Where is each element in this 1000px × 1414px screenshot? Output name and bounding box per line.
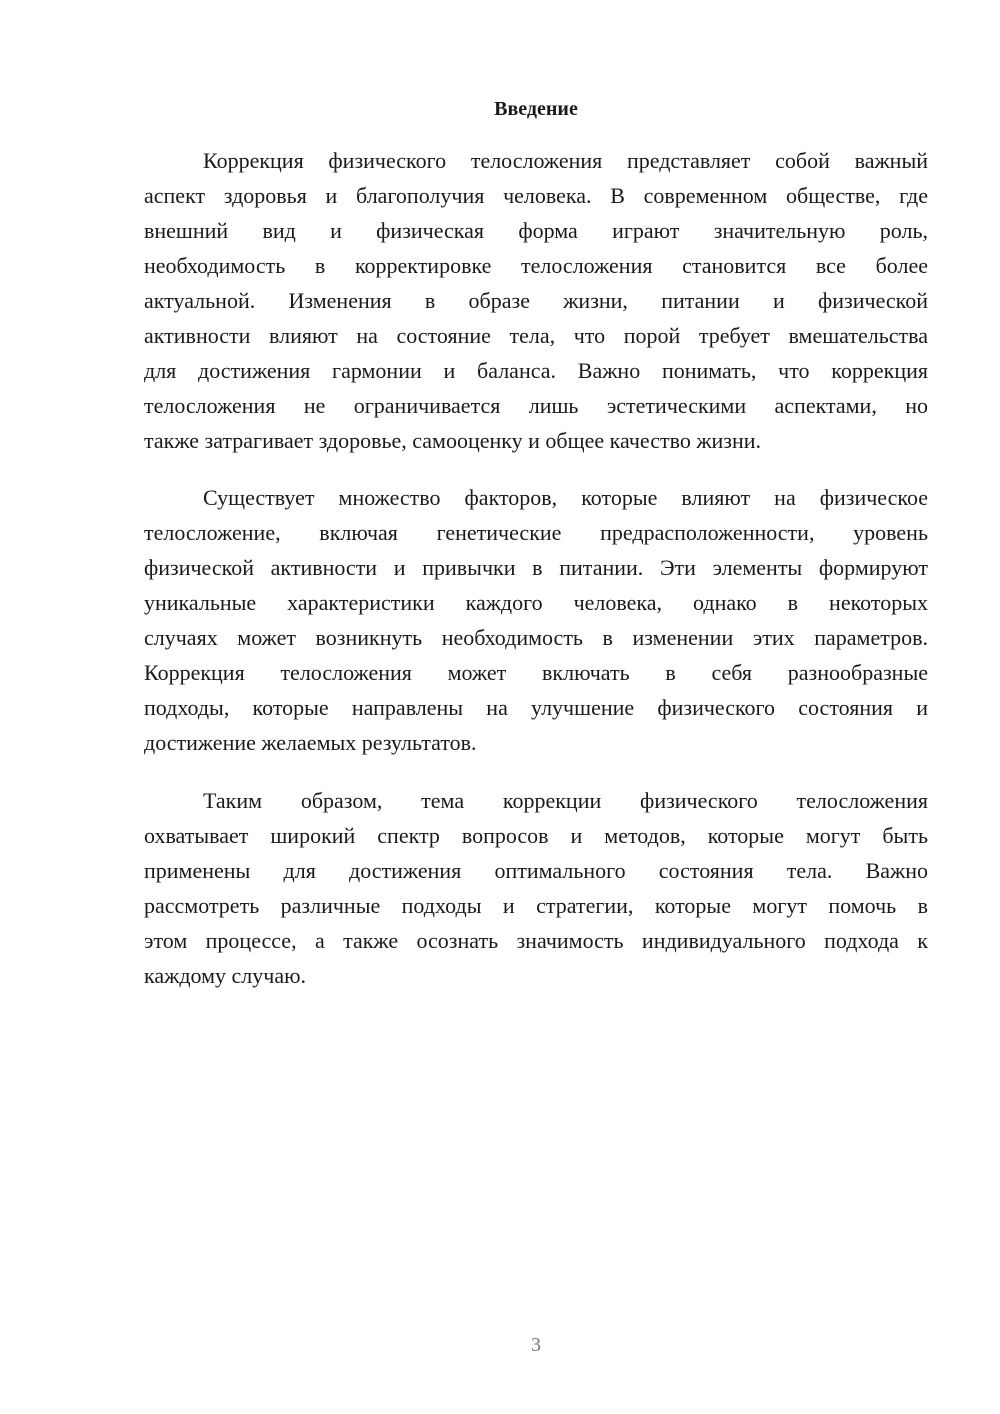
text-line: каждому случаю. <box>144 963 307 988</box>
text-line: достижение желаемых результатов. <box>144 730 477 755</box>
paragraph <box>144 143 928 458</box>
paragraph <box>144 783 928 993</box>
section-heading: Введение <box>494 98 578 120</box>
text-line: физической активности и привычки в питании. Эти элементы формируют <box>144 555 928 580</box>
text-line: этом процессе, а также осознать значимость индивидуального подхода к <box>144 928 928 953</box>
text-line: подходы, которые направлены на улучшение физического состояния и <box>144 695 928 720</box>
text-line: телосложения не ограничивается лишь эстетическими аспектами, но <box>144 393 928 418</box>
text-line: случаях может возникнуть необходимость в изменении этих параметров. <box>144 625 928 650</box>
text-line: применены для достижения оптимального состояния тела. Важно <box>144 858 928 883</box>
text-line: телосложение, включая генетические предрасположенности, уровень <box>144 520 928 545</box>
text-line: Таким образом, тема коррекции физического телосложения <box>203 788 928 813</box>
text-line: внешний вид и физическая форма играют значительную роль, <box>144 218 928 243</box>
text-line: также затрагивает здоровье, самооценку и общее качество жизни. <box>144 428 762 453</box>
text-line: Коррекция физического телосложения представляет собой важный <box>203 148 928 173</box>
text-line: рассмотреть различные подходы и стратегии, которые могут помочь в <box>144 893 928 918</box>
text-line: для достижения гармонии и баланса. Важно понимать, что коррекция <box>144 358 928 383</box>
text-line: необходимость в корректировке телосложения становится все более <box>144 253 928 278</box>
text-line: Существует множество факторов, которые влияют на физическое <box>203 485 928 510</box>
page-number: 3 <box>531 1334 541 1356</box>
text-line: активности влияют на состояние тела, что порой требует вмешательства <box>144 323 928 348</box>
text-line: актуальной. Изменения в образе жизни, питании и физической <box>144 288 928 313</box>
text-line: аспект здоровья и благополучия человека. В современном обществе, где <box>144 183 928 208</box>
text-line: Коррекция телосложения может включать в себя разнообразные <box>144 660 928 685</box>
paragraph <box>144 480 928 760</box>
text-line: уникальные характеристики каждого человека, однако в некоторых <box>144 590 928 615</box>
text-line: охватывает широкий спектр вопросов и методов, которые могут быть <box>144 823 928 848</box>
